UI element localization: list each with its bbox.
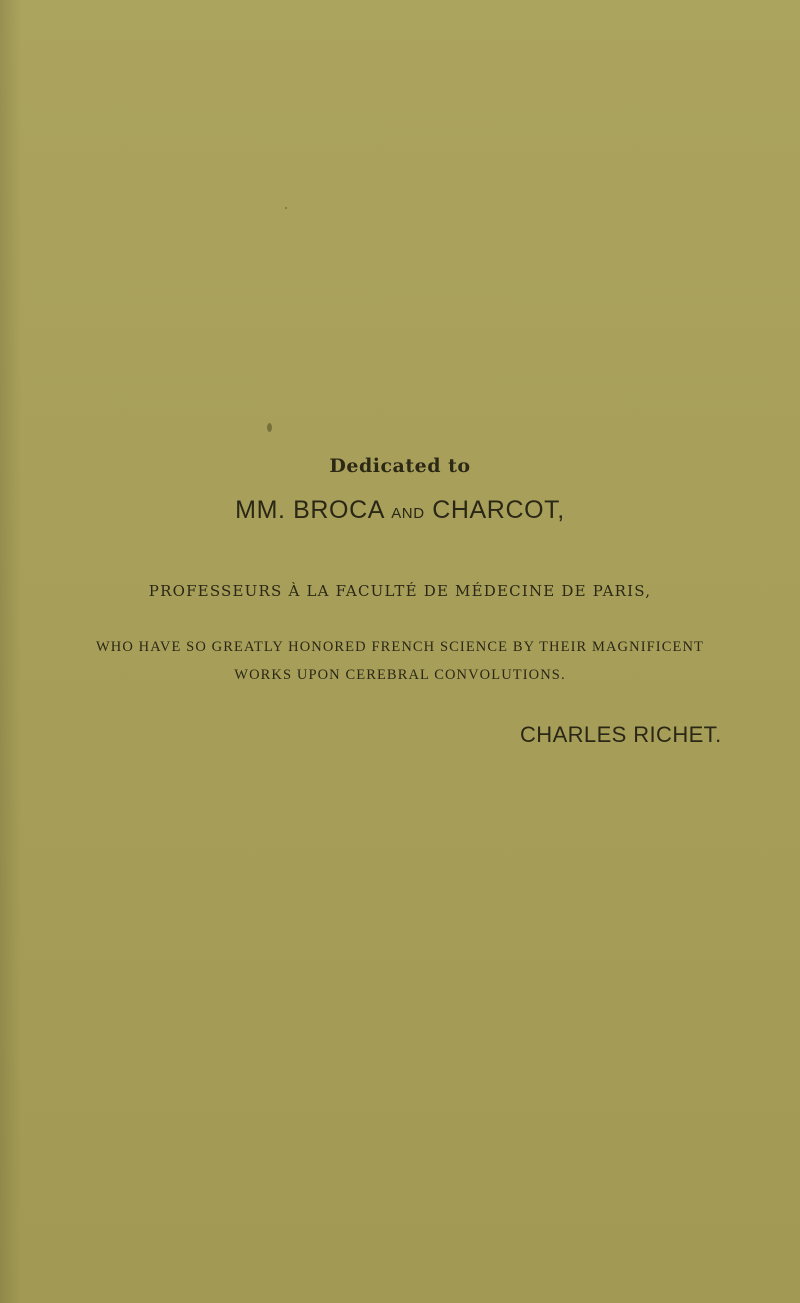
dedication-text-line-1: WHO HAVE SO GREATLY HONORED FRENCH SCIENCE BY THEIR MAGNIFICENT bbox=[96, 639, 704, 655]
author-signature: CHARLES RICHET. bbox=[520, 722, 722, 747]
professors-line: PROFESSEURS À LA FACULTÉ DE MÉDECINE DE PARIS, bbox=[148, 582, 652, 600]
dedicated-heading: Dedicated to bbox=[329, 455, 471, 477]
paper-speck bbox=[267, 423, 272, 432]
paper-speck bbox=[285, 207, 287, 209]
dedication-text-line-2: WORKS UPON CEREBRAL CONVOLUTIONS. bbox=[234, 667, 566, 683]
dedicatees-and: AND bbox=[391, 505, 425, 522]
dedicatees-line bbox=[0, 496, 800, 525]
dedicatees-second: CHARCOT, bbox=[432, 496, 565, 524]
dedicatees-first: MM. BROCA bbox=[235, 496, 384, 524]
